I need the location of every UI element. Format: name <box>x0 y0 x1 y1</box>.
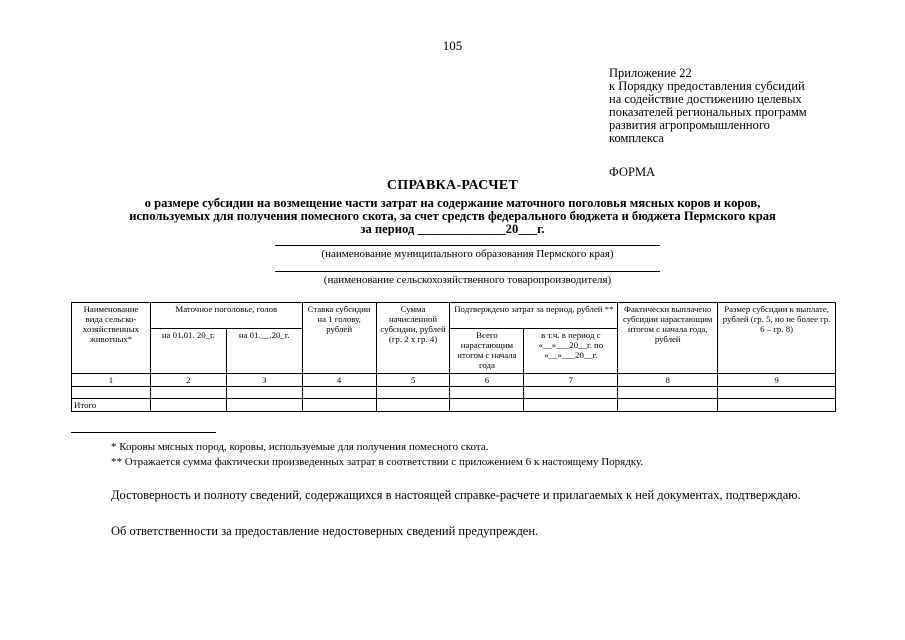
footnote-1: * Коровы мясных пород, коровы, используемые для получения помесного скота. <box>111 441 489 453</box>
footnote-2: ** Отражается сумма фактически произведенных затрат в соответствии с приложением 6 к настоящему Порядку. <box>111 456 644 468</box>
appendix-line: Приложение 22 <box>609 66 692 80</box>
header-herd-date: на 01.__.20_г. <box>226 329 302 374</box>
total-label: Итого <box>72 399 151 412</box>
header-rate: Ставка субсидии на 1 голову, рублей <box>302 303 376 374</box>
subtitle-period-line: за период ______________20___г. <box>360 222 545 236</box>
appendix-line: развития агропромышленного <box>609 118 770 132</box>
header-herd: Маточное поголовье, голов <box>150 303 302 329</box>
column-number: 4 <box>302 374 376 387</box>
producer-fill-line <box>275 271 660 272</box>
header-payment-size: Размер субсидии к выплате, рублей (гр. 5, но не более гр. 6 – гр. 8) <box>718 303 836 374</box>
column-number: 9 <box>718 374 836 387</box>
appendix-line: комплекса <box>609 131 664 145</box>
header-animal-type: Наименование вида сельско-хозяйственных животных* <box>72 303 151 374</box>
municipality-caption: (наименование муниципального образования Пермского края) <box>321 248 614 260</box>
subtitle-line: о размере субсидии на возмещение части затрат на содержание маточного поголовья мясных коров и коров, <box>144 196 761 210</box>
document-title: СПРАВКА-РАСЧЕТ <box>386 178 519 193</box>
certification-paragraph: Достоверность и полноту сведений, содержащихся в настоящей справке-расчете и прилагаемых к ней документах, подтверждаю. <box>111 488 801 502</box>
column-number: 8 <box>618 374 718 387</box>
responsibility-paragraph: Об ответственности за предоставление недостоверных сведений предупрежден. <box>111 524 539 538</box>
appendix-block <box>609 67 899 145</box>
subtitle-line: используемых для получения помесного скота, за счет средств федерального бюджета и бюджета Пермского края <box>129 209 776 223</box>
column-number: 5 <box>376 374 450 387</box>
municipality-fill-line <box>275 245 660 246</box>
header-costs-period: в т.ч. в период с «__»___20__г. по «__»___20__г. <box>524 329 618 374</box>
form-label: ФОРМА <box>609 165 656 179</box>
table-row <box>72 387 836 399</box>
total-row <box>72 399 836 412</box>
column-number: 3 <box>226 374 302 387</box>
header-costs-total: Всего нарастающим итогом с начала года <box>450 329 524 374</box>
column-number: 6 <box>450 374 524 387</box>
document-subtitle <box>60 197 845 236</box>
column-number: 1 <box>72 374 151 387</box>
header-paid: Фактически выплачено субсидии нарастающим итогом с начала года, рублей <box>618 303 718 374</box>
header-confirmed-costs: Подтверждено затрат за период, рублей ** <box>450 303 618 329</box>
footnote-separator <box>71 432 216 433</box>
column-number: 7 <box>524 374 618 387</box>
header-subsidy-sum: Сумма начисленной субсидии, рублей (гр. 2 х гр. 4) <box>376 303 450 374</box>
calculation-table <box>71 302 836 412</box>
header-herd-start: на 01.01. 20_г. <box>150 329 226 374</box>
producer-caption: (наименование сельскохозяйственного товаропроизводителя) <box>323 274 612 286</box>
column-numbers-row <box>72 374 836 387</box>
appendix-line: показателей региональных программ <box>609 105 807 119</box>
appendix-line: к Порядку предоставления субсидий <box>609 79 805 93</box>
column-number: 2 <box>150 374 226 387</box>
appendix-line: на содействие достижению целевых <box>609 92 802 106</box>
page-number: 105 <box>442 38 463 53</box>
